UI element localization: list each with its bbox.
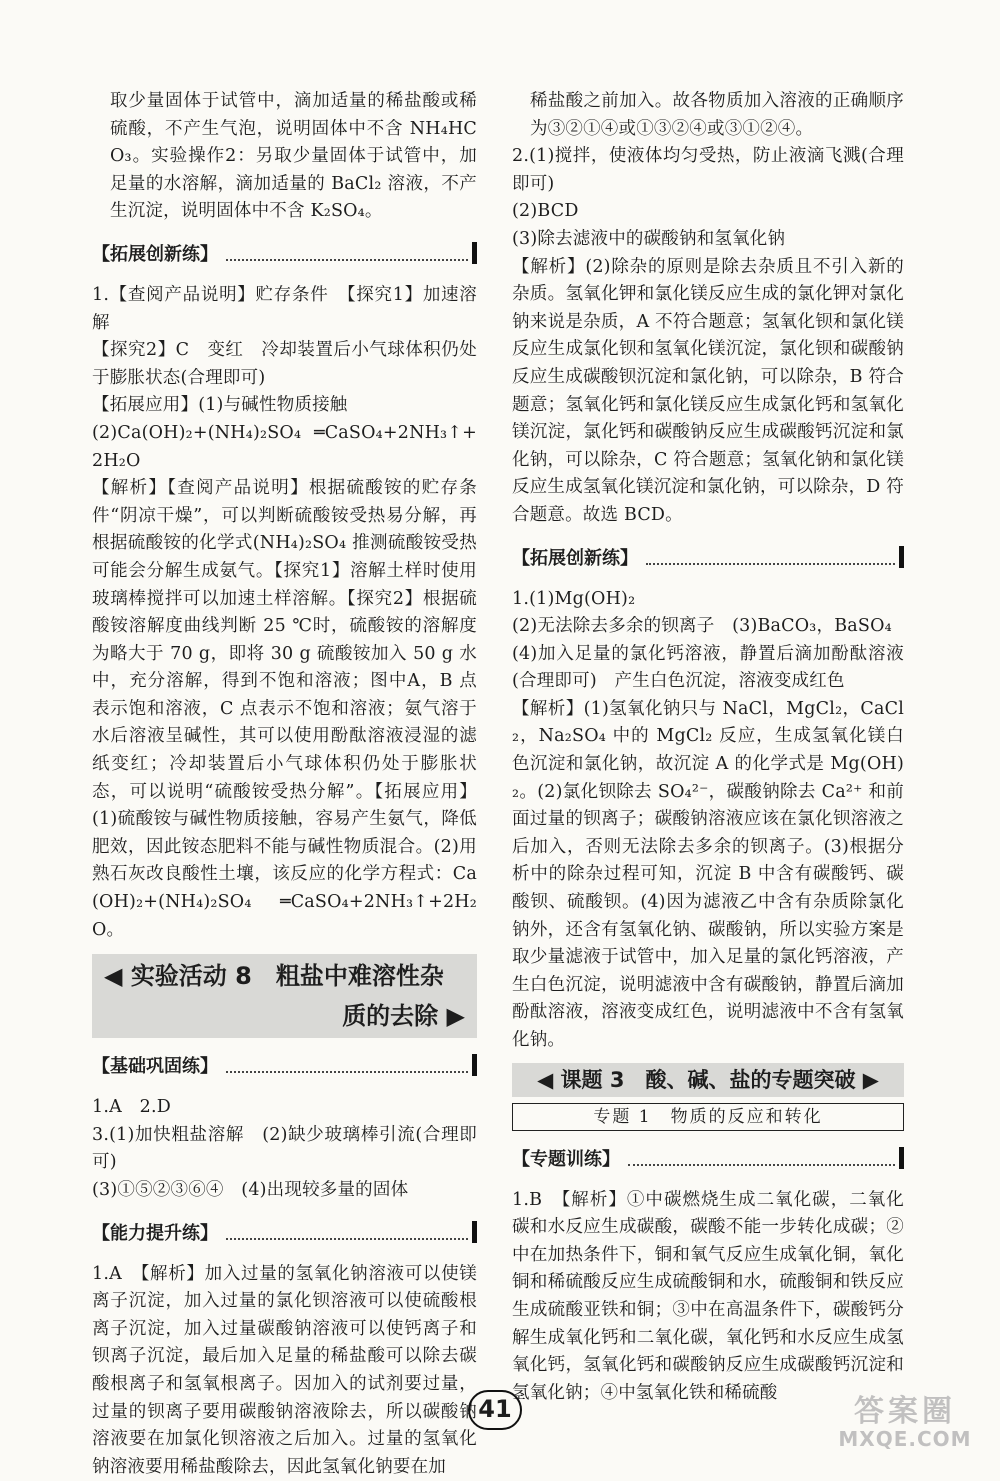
heading-end-bar (472, 1054, 477, 1076)
ability-answer: 1.A 【解析】加入过量的氢氧化钠溶液可以使镁离子沉淀，加入过量的氯化钡溶液可以使硫酸根离子沉淀，加入过量碳酸钠溶液可以使钙离子和钡离子沉淀，最后加入足量的稀盐酸可以除去碳酸根离子和氢氧根离子。因加入的试剂要过量，过量的钡离子要用碳酸钠溶液除去，所以碳酸钠溶液要在加氯化钡溶液之后加入。过量的氢氧化钠溶液要用稀盐酸除去，因此氢氧化钠要在加 (92, 1263, 477, 1477)
section-title: 【专题训练】 (512, 1148, 620, 1170)
heading-end-bar (472, 242, 477, 264)
section-heading-basic (92, 1048, 477, 1082)
topic-subtitle: 专题 1 物质的反应和转化 (512, 1103, 904, 1131)
section-heading-training (512, 1141, 904, 1175)
answer-q2: 2.(1)搅拌，使液体均匀受热，防止液滴飞溅(合理即可) (2)BCD (3)除去滤液中的碳酸钠和氢氧化钠 【解析】(2)除杂的原则是除去杂质且不引入新的杂质。氢氧化钾和氯化镁反应生成的氯化钾对氯化钠来说是杂质，A 不符合题意；氢氧化钡和氯化镁反应生成氯化钡和氢氧化镁沉淀，氯化钡和碳酸钠反应生成碳酸钡沉淀和氯化钠，可以除杂，B 符合题意；氢氧化钙和氯化镁反应生成氯化钙和氢氧化镁沉淀，氯化钙和碳酸钠反应生成碳酸钙沉淀和氯化钠，可以除杂，C 符合题意；氢氧化钠和氯化镁反应生成氢氧化镁沉淀和氯化钠，可以除杂，D 符合题意。故选 BCD。 (512, 146, 904, 525)
dotted-leader (646, 549, 895, 565)
dotted-leader (226, 245, 468, 261)
watermark-title: 答案圈 (854, 1394, 956, 1429)
heading-end-bar (899, 1147, 904, 1169)
dotted-leader (226, 1057, 468, 1073)
answer-q1-right: 1.(1)Mg(OH)₂ (2)无法除去多余的钡离子 (3)BaCO₃，BaSO₄ (4)加入足量的氯化钙溶液，静置后滴加酚酞溶液(合理即可) 产生白色沉淀，溶液变成红色 【解析】(1)氢氧化钠只与 NaCl，MgCl₂，CaCl₂，Na₂SO₄ 中的 MgCl₂ 反应，生成氢氧化镁白色沉淀和氯化钠，故沉淀 A 的化学式是 Mg(OH)₂。(2)氯化钡除去 SO₄²⁻，碳酸钠除去 Ca²⁺ 和前面过量的钡离子；碳酸钠溶液应该在氯化钡溶液之后加入，否则无法除去多余的钡离子。(3)根据分析中的除杂过程可知，沉淀 B 中含有碳酸钙、碳酸钡、硫酸钡。(4)因为滤液乙中含有杂质除氯化钠外，还含有氢氧化钠、碳酸钠，所以实验方案是取少量滤液于试管中，加入足量的氯化钙溶液，产生白色沉淀，说明滤液中含有碳酸钠，静置后滴加酚酞溶液，溶液变成红色，说明滤液中不含有氢氧化钠。 (512, 588, 904, 1050)
section-heading-expansion-right (512, 540, 904, 574)
topic-banner: ◀ 课题 3 酸、碱、盐的专题突破 ▶ (512, 1063, 904, 1097)
experiment-banner (92, 954, 477, 1038)
right-column (512, 88, 904, 1407)
watermark-logo (820, 1396, 990, 1452)
dotted-leader (628, 1150, 895, 1166)
heading-end-bar (899, 546, 904, 568)
answer-q1: 1.【查阅产品说明】贮存条件 【探究1】加速溶解 【探究2】C 变红 冷却装置后小气球体积仍处于膨胀状态(合理即可) 【拓展应用】(1)与碱性物质接触 (2)Ca(OH)₂+(NH₄)₂SO₄ ═CaSO₄+2NH₃↑+2H₂O 【解析】【查阅产品说明】根据硫酸铵的贮存条件“阴凉干燥”，可以判断硫酸铵受热易分解，再根据硫酸铵的化学式(NH₄)₂SO₄ 推测硫酸铵受热可能会分解生成氨气。【探究1】溶解土样时使用玻璃棒搅拌可以加速土样溶解。【探究2】根据硫酸铵溶解度曲线判断 25 ℃时，硫酸铵的溶解度为略大于 70 g，即将 30 g 硫酸铵加入 50 g 水中，充分溶解，得到不饱和溶液；图中A，B 点表示饱和溶液，C 点表示不饱和溶液；氨气溶于水后溶液呈碱性，其可以使用酚酞溶液浸湿的滤纸变红；冷却装置后小气球体积仍处于膨胀状态，可以说明“硫酸铵受热分解”。【拓展应用】(1)硫酸铵与碱性物质接触，容易产生氨气，降低肥效，因此铵态肥料不能与碱性物质混合。(2)用熟石灰改良酸性土壤，该反应的化学方程式：Ca(OH)₂+(NH₄)₂SO₄ ═CaSO₄+2NH₃↑+2H₂O。 (92, 284, 477, 940)
section-heading-ability (92, 1215, 477, 1249)
training-answer: 1.B 【解析】①中碳燃烧生成二氧化碳，二氧化碳和水反应生成碳酸，碳酸不能一步转化成碳；②中在加热条件下，铜和氧气反应生成氧化铜，氧化铜和稀硫酸反应生成硫酸铜和水，硫酸铜和铁反应生成硫酸亚铁和铜；③中在高温条件下，碳酸钙分解生成氧化钙和二氧化碳，氧化钙和水反应生成氢氧化钙，氢氧化钙和碳酸钠反应生成碳酸钙沉淀和氢氧化钠；④中氢氧化铁和稀硫酸 (512, 1189, 904, 1403)
heading-end-bar (472, 1221, 477, 1243)
watermark-url: MXQE.COM (838, 1427, 972, 1451)
dotted-leader (226, 1224, 468, 1240)
section-title: 【拓展创新练】 (512, 547, 638, 569)
section-title: 【能力提升练】 (92, 1222, 218, 1244)
section-title: 【拓展创新练】 (92, 243, 218, 265)
banner-line-2: 质的去除 ▶ (342, 1002, 465, 1031)
basic-answers: 1.A 2.D 3.(1)加快粗盐溶解 (2)缺少玻璃棒引流(合理即可) (3)①⑤②③⑥④ (4)出现较多量的固体 (92, 1097, 477, 1200)
section-heading-expansion (92, 236, 477, 270)
banner-line-1: ◀ 实验活动 8 粗盐中难溶性杂 (104, 962, 444, 991)
left-column (92, 88, 477, 1481)
section-title: 【基础巩固练】 (92, 1056, 218, 1078)
continued-paragraph: 稀盐酸之前加入。故各物质加入溶液的正确顺序为③②①④或①③②④或③①②④。 (530, 91, 904, 139)
intro-paragraph: 取少量固体于试管中，滴加适量的稀盐酸或稀硫酸，不产生气泡，说明固体中不含 NH₄HCO₃。实验操作2：另取少量固体于试管中，加足量的水溶解，滴加适量的 BaCl₂ 溶液，不产生沉淀，说明固体中不含 K₂SO₄。 (110, 91, 477, 222)
page-number: 41 (468, 1390, 522, 1430)
